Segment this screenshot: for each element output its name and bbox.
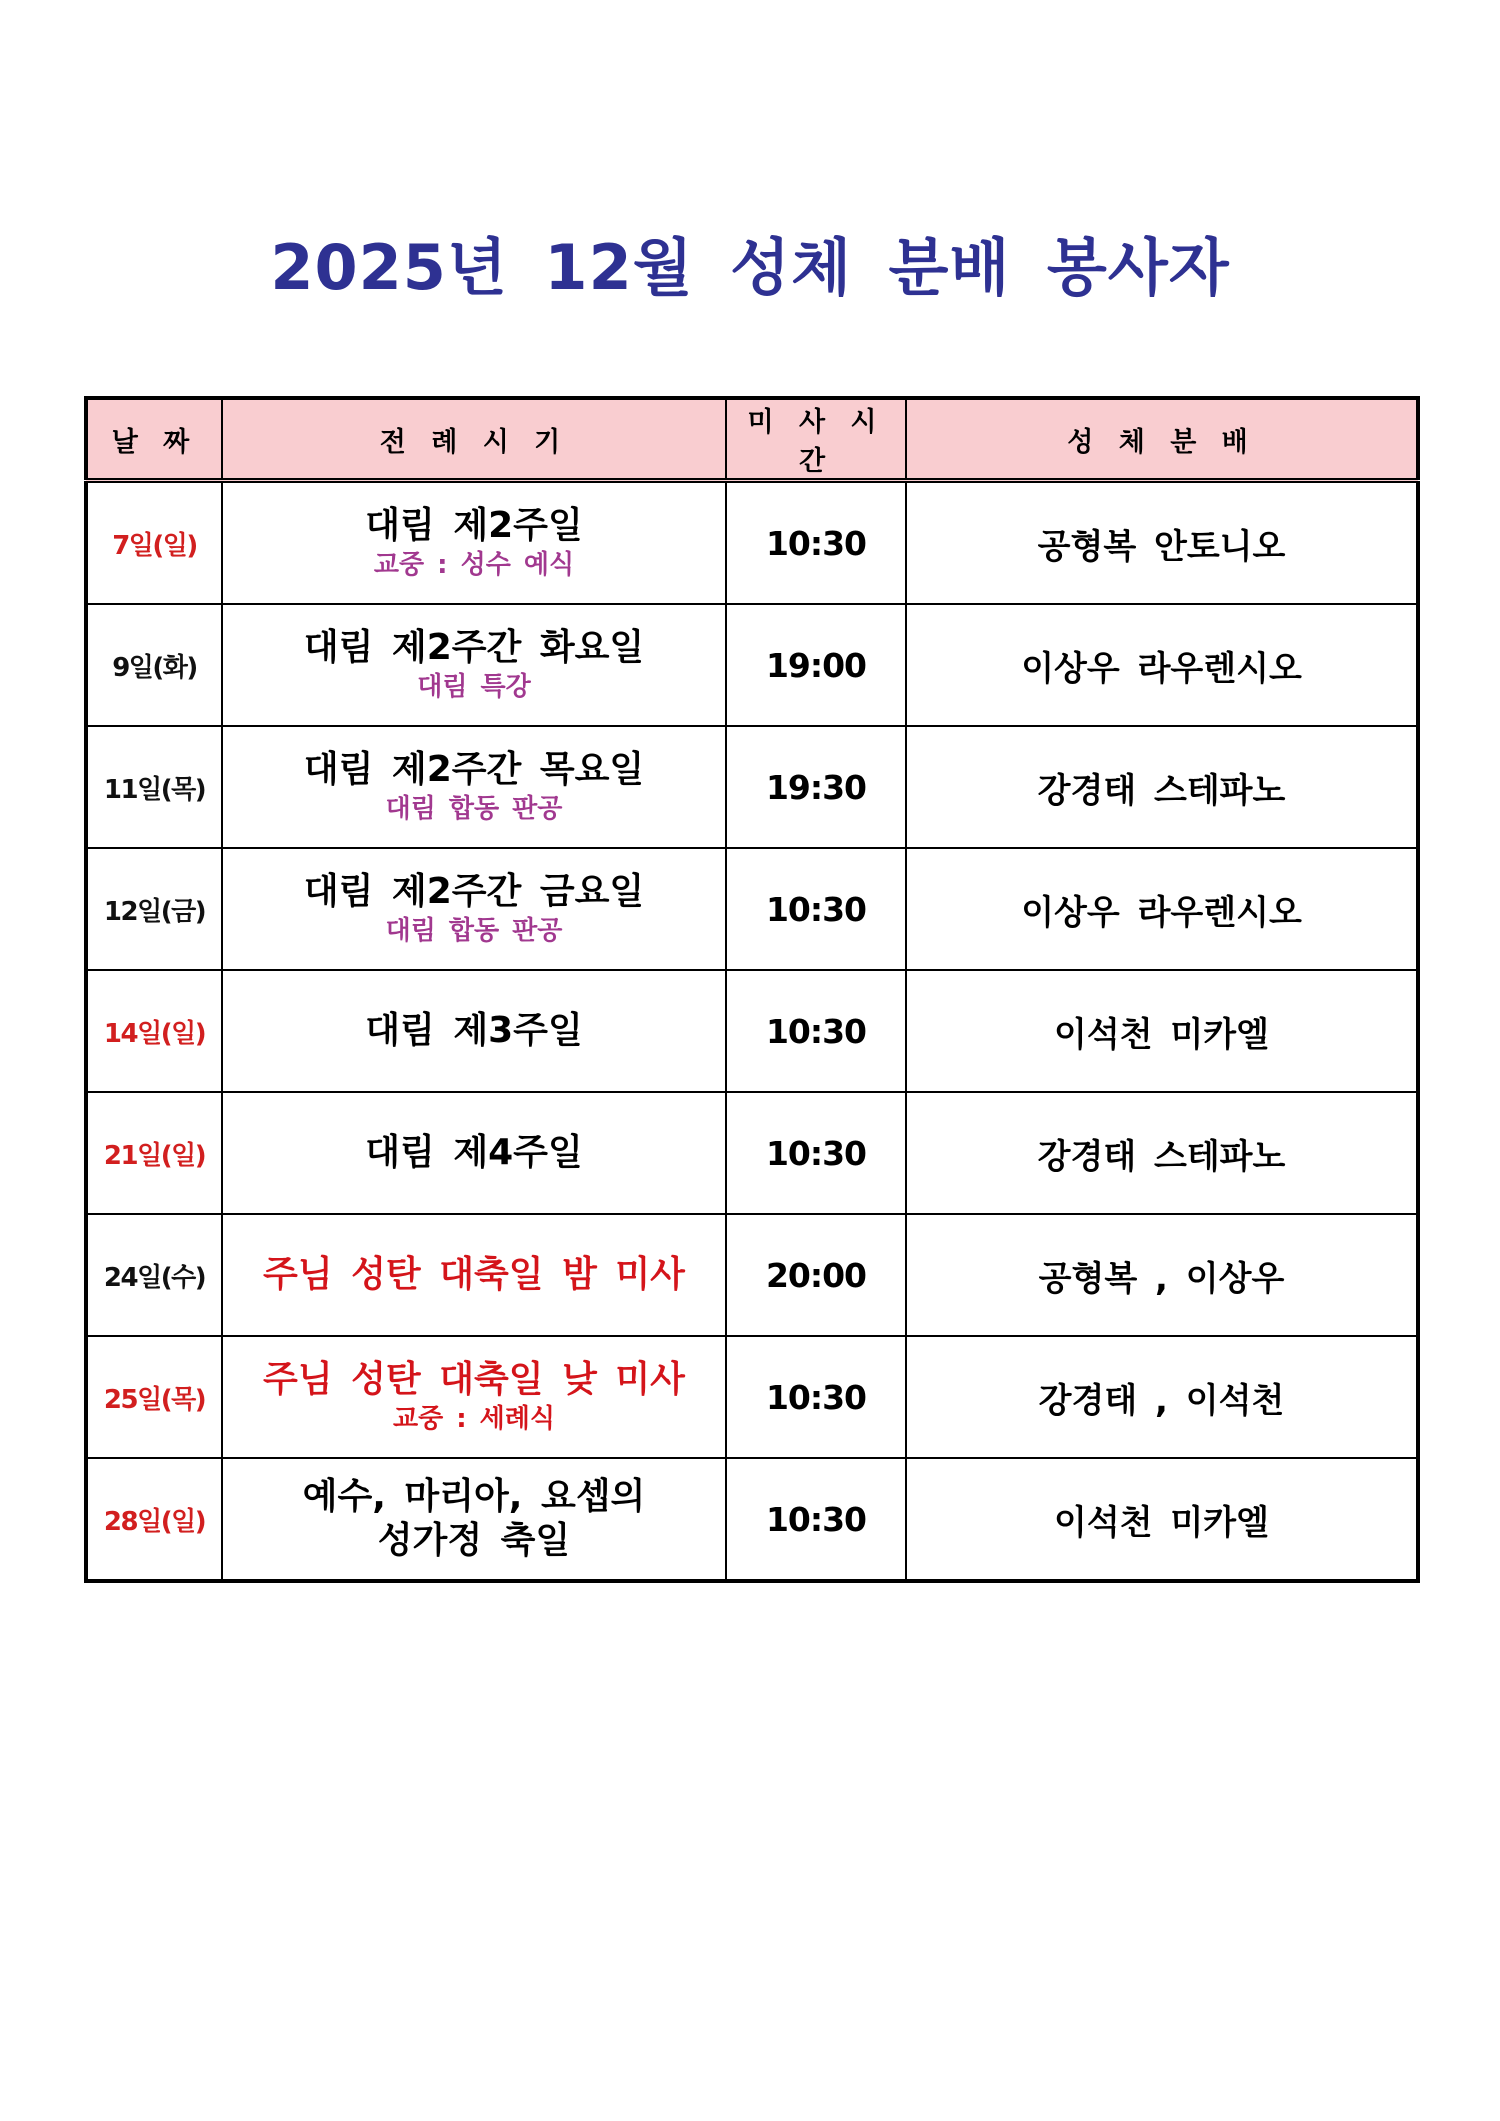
header-liturgy: 전 례 시 기 [222, 398, 726, 481]
liturgy-cell [222, 481, 726, 605]
liturgy-title: 예수, 마리아, 요셉의 [302, 1476, 646, 1517]
table-row [86, 848, 1418, 970]
liturgy-title: 대림 제2주일 [365, 505, 583, 546]
liturgy-note: 대림 합동 판공 [385, 794, 563, 824]
date-cell: 7일(일) [86, 481, 222, 605]
date-cell: 21일(일) [86, 1092, 222, 1214]
liturgy-title: 대림 제2주간 금요일 [303, 871, 645, 912]
table-row [86, 604, 1418, 726]
header-minister: 성 체 분 배 [906, 398, 1418, 481]
liturgy-note: 대림 합동 판공 [385, 916, 563, 946]
minister-cell: 강경태 스테파노 [906, 726, 1418, 848]
date-cell: 25일(목) [86, 1336, 222, 1458]
minister-cell: 강경태 , 이석천 [906, 1336, 1418, 1458]
mass-time-cell: 10:30 [726, 848, 906, 970]
liturgy-cell [222, 1214, 726, 1336]
header-mass-time: 미 사 시 간 [726, 398, 906, 481]
date-cell: 14일(일) [86, 970, 222, 1092]
liturgy-cell [222, 848, 726, 970]
minister-cell: 이상우 라우렌시오 [906, 848, 1418, 970]
table-row [86, 726, 1418, 848]
liturgy-title-line2: 성가정 축일 [377, 1520, 571, 1561]
minister-cell: 공형복 , 이상우 [906, 1214, 1418, 1336]
table-row [86, 1458, 1418, 1581]
mass-time-cell: 10:30 [726, 970, 906, 1092]
date-cell: 11일(목) [86, 726, 222, 848]
minister-cell: 이상우 라우렌시오 [906, 604, 1418, 726]
mass-time-cell: 10:30 [726, 1092, 906, 1214]
minister-cell: 강경태 스테파노 [906, 1092, 1418, 1214]
mass-time-cell: 20:00 [726, 1214, 906, 1336]
page-title: 2025년 12월 성체 분배 봉사자 [270, 231, 1230, 304]
liturgy-title: 대림 제4주일 [365, 1132, 583, 1173]
liturgy-cell [222, 970, 726, 1092]
table-row [86, 1092, 1418, 1214]
table-row [86, 970, 1418, 1092]
liturgy-cell [222, 726, 726, 848]
liturgy-title: 대림 제3주일 [365, 1010, 583, 1051]
table-header-row [86, 398, 1418, 481]
header-date: 날 짜 [86, 398, 222, 481]
mass-time-cell: 10:30 [726, 1336, 906, 1458]
mass-time-cell: 19:00 [726, 604, 906, 726]
date-cell: 9일(화) [86, 604, 222, 726]
minister-cell: 이석천 미카엘 [906, 970, 1418, 1092]
liturgy-cell [222, 604, 726, 726]
date-cell: 24일(수) [86, 1214, 222, 1336]
minister-cell: 이석천 미카엘 [906, 1458, 1418, 1581]
liturgy-title: 주님 성탄 대축일 밤 미사 [263, 1254, 685, 1295]
liturgy-cell [222, 1458, 726, 1581]
schedule-table [84, 396, 1420, 1583]
liturgy-note: 대림 특강 [417, 672, 531, 702]
minister-cell: 공형복 안토니오 [906, 481, 1418, 605]
liturgy-title: 주님 성탄 대축일 낮 미사 [263, 1359, 685, 1400]
date-cell: 12일(금) [86, 848, 222, 970]
mass-time-cell: 10:30 [726, 481, 906, 605]
table-row [86, 481, 1418, 605]
liturgy-title: 대림 제2주간 목요일 [303, 749, 645, 790]
liturgy-title: 대림 제2주간 화요일 [303, 627, 645, 668]
liturgy-note: 교중 : 성수 예식 [373, 550, 575, 580]
liturgy-cell [222, 1092, 726, 1214]
table-row [86, 1214, 1418, 1336]
mass-time-cell: 19:30 [726, 726, 906, 848]
liturgy-cell [222, 1336, 726, 1458]
table-row [86, 1336, 1418, 1458]
date-cell: 28일(일) [86, 1458, 222, 1581]
mass-time-cell: 10:30 [726, 1458, 906, 1581]
liturgy-note: 교중 : 세례식 [392, 1404, 556, 1434]
